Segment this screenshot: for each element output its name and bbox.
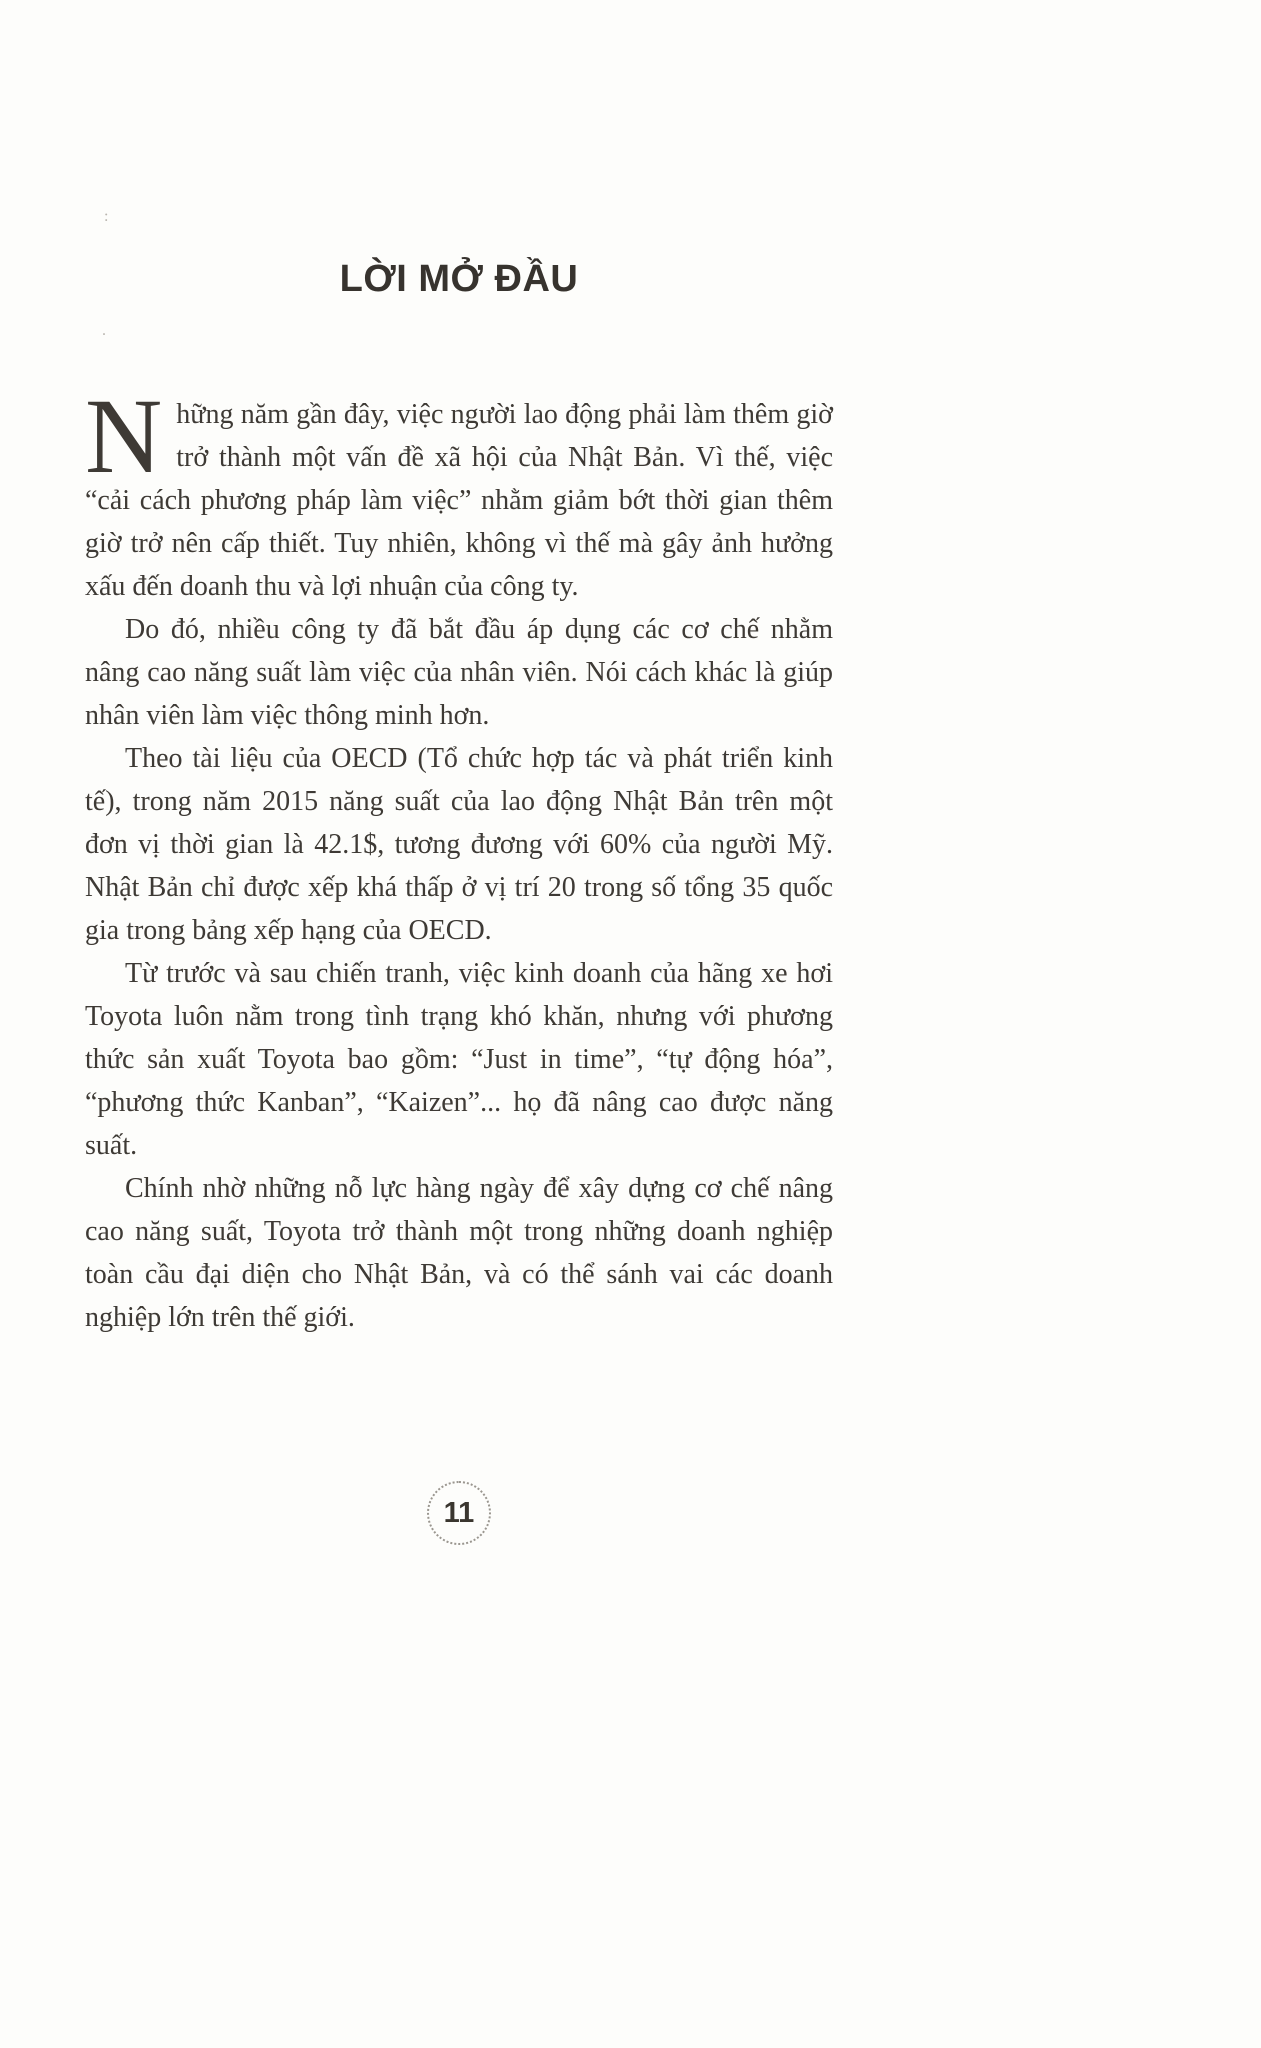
paragraph-4: Từ trước và sau chiến tranh, việc kinh doanh của hãng xe hơi Toyota luôn nằm trong tình trạng khó khăn, nhưng với phương thức sản xuất Toyota bao gồm: “Just in time”, “tự động hóa”, “phương thức Kanban”, “Kaizen”... họ đã nâng cao được năng suất. bbox=[85, 958, 833, 1161]
chapter-title: LỜI MỞ ĐẦU bbox=[339, 258, 579, 300]
paragraph-1 bbox=[85, 378, 833, 608]
page-number-badge bbox=[427, 1481, 491, 1545]
paragraph-5: Chính nhờ những nỗ lực hàng ngày để xây dựng cơ chế nâng cao năng suất, Toyota trở thành một trong những doanh nghiệp toàn cầu đại diện cho Nhật Bản, và có thể sánh vai các doanh nghiệp lớn trên thế giới. bbox=[85, 1173, 833, 1333]
scan-artifact: : bbox=[104, 208, 109, 225]
paragraph-3: Theo tài liệu của OECD (Tổ chức hợp tác và phát triển kinh tế), trong năm 2015 năng suất của lao động Nhật Bản trên một đơn vị thời gian là 42.1$, tương đương với 60% của người Mỹ. Nhật Bản chỉ được xếp khá thấp ở vị trí 20 trong số tổng 35 quốc gia trong bảng xếp hạng của OECD. bbox=[85, 743, 833, 946]
drop-cap: N bbox=[85, 378, 163, 496]
paragraph-2: Do đó, nhiều công ty đã bắt đầu áp dụng các cơ chế nhằm nâng cao năng suất làm việc của nhân viên. Nói cách khác là giúp nhân viên làm việc thông minh hơn. bbox=[85, 614, 833, 731]
paragraph-1-text: hững năm gần đây, việc người lao động phải làm thêm giờ trở thành một vấn đề xã hội của Nhật Bản. Vì thế, việc “cải cách phương pháp làm việc” nhằm giảm bớt thời gian thêm giờ trở nên cấp thiết. Tuy nhiên, không vì thế mà gây ảnh hưởng xấu đến doanh thu và lợi nhuận của công ty. bbox=[85, 399, 833, 602]
text-block bbox=[85, 378, 833, 1339]
page-number: 11 bbox=[443, 1496, 475, 1529]
scan-artifact: . bbox=[102, 322, 106, 339]
